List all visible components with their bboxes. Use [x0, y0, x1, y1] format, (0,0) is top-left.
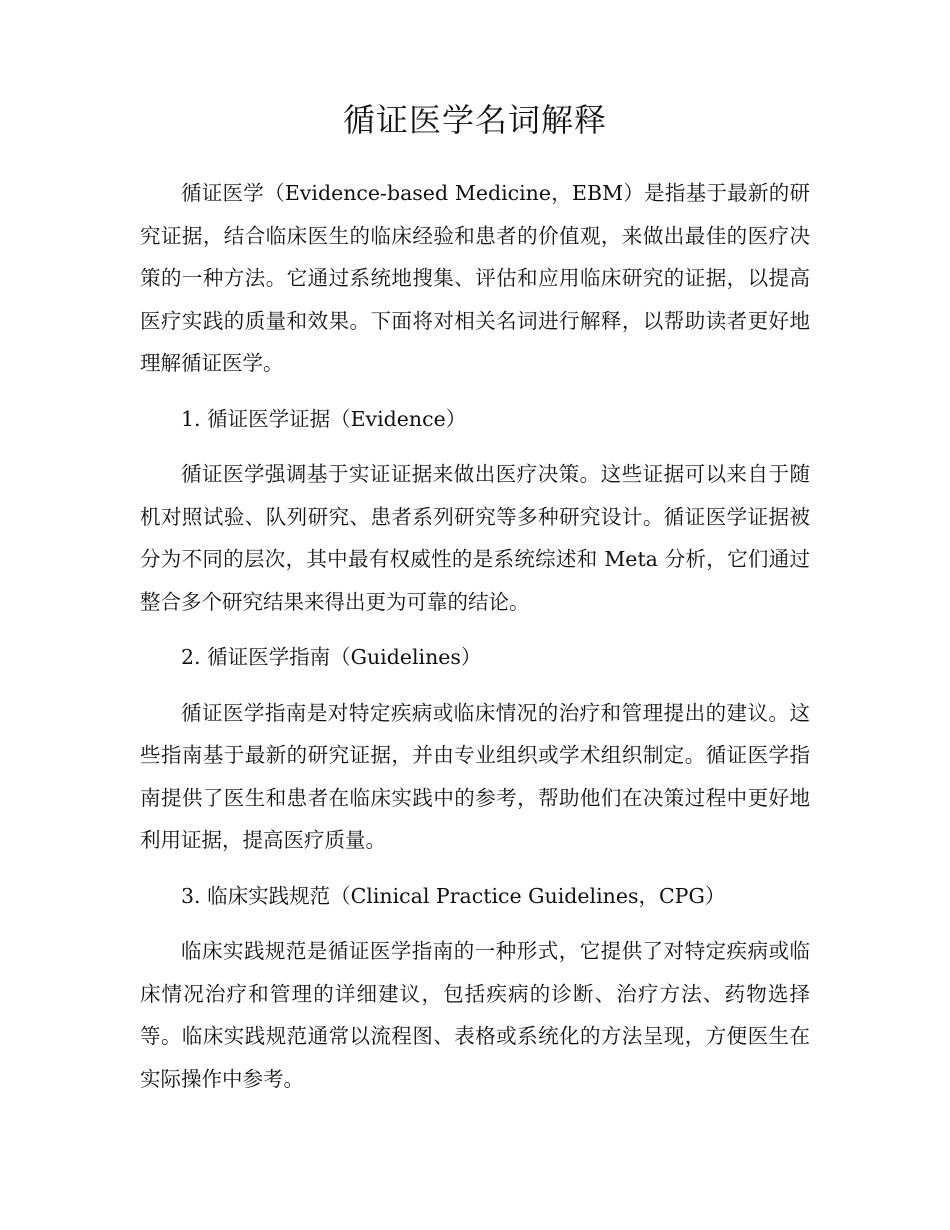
section-heading-guidelines: 2. 循证医学指南（Guidelines） [181, 645, 482, 669]
document-title: 循证医学名词解释 [342, 101, 607, 139]
section-heading-cpg: 3. 临床实践规范（Clinical Practice Guidelines，CPG） [181, 883, 726, 908]
section-body-guidelines: 循证医学指南是对特定疾病或临床情况的治疗和管理提出的建议。这些指南基于最新的研究证据，并由专业组织或学术组织制定。循证医学指南提供了医生和患者在临床实践中的参考，帮助他们在决策过程中更好地利用证据，提高医疗质量。 [140, 700, 810, 852]
intro-paragraph: 循证医学（Evidence-based Medicine，EBM）是指基于最新的研究证据，结合临床医生的临床经验和患者的价值观，来做出最佳的医疗决策的一种方法。它通过系统地搜集、评估和应用临床研究的证据，以提高医疗实践的质量和效果。下面将对相关名词进行解释，以帮助读者更好地理解循证医学。 [140, 181, 810, 375]
section-heading-evidence: 1. 循证医学证据（Evidence） [181, 406, 467, 431]
section-body-cpg: 临床实践规范是循证医学指南的一种形式，它提供了对特定疾病或临床情况治疗和管理的详细建议，包括疾病的诊断、治疗方法、药物选择等。临床实践规范通常以流程图、表格或系统化的方法呈现，方便医生在实际操作中参考。 [140, 939, 810, 1091]
section-body-evidence: 循证医学强调基于实证证据来做出医疗决策。这些证据可以来自于随机对照试验、队列研究、患者系列研究等多种研究设计。循证医学证据被分为不同的层次，其中最有权威性的是系统综述和 Meta 分析，它们通过整合多个研究结果来得出更为可靠的结论。 [140, 462, 810, 614]
